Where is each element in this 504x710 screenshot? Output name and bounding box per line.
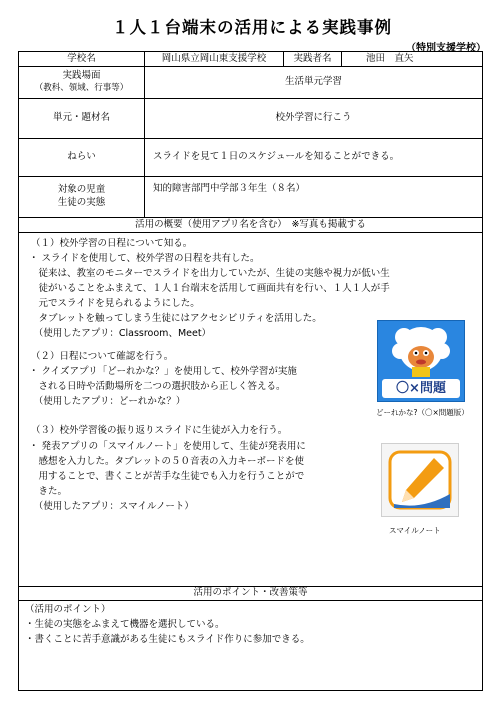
overview-header-row (19, 218, 482, 233)
page-subtitle: （特別支援学校） (406, 43, 486, 54)
overview-line: ・ 発表アプリの「スマイルノート」を使用して、生徒が発表用に (29, 441, 306, 452)
school-label: 学校名 (19, 52, 145, 66)
overview-line: （使用したアプリ：Classroom、Meet） (29, 328, 212, 339)
points-header-row (19, 587, 482, 601)
quiz-app-caption: どーれかな?（〇×問題版） (376, 408, 469, 417)
scene-sublabel: （教科、領域、行事等） (34, 83, 129, 94)
overview-line: タブレットを触ってしまう生徒にはアクセシビリティを活用した。 (29, 313, 322, 324)
overview-line: （１）校外学習の日程について知る。 (31, 238, 193, 249)
overview-line: （３）校外学習後の振り返りスライドに生徒が入力を行う。 (31, 425, 288, 436)
teacher-label: 実践者名 (284, 52, 342, 66)
overview-line: （使用したアプリ：どーれかな？） (29, 396, 186, 407)
target-label-2: 生徒の実態 (57, 197, 106, 208)
target-label-1: 対象の児童 (57, 184, 106, 196)
overview-header: 活用の概要（使用アプリ名を含む） ※写真も掲載する (135, 218, 366, 230)
target-value: 知的障害部門中学部３年生（８名） (153, 183, 306, 194)
scene-value: 生活単元学習 (284, 76, 342, 88)
aim-row (19, 139, 482, 177)
smile-note-app-icon (381, 443, 459, 517)
unit-row (19, 99, 482, 139)
overview-line: 元でスライドを見られるようにした。 (29, 298, 200, 309)
points-line: （活用のポイント） (25, 604, 111, 615)
smile-note-caption: スマイルノート (389, 526, 441, 535)
quiz-app-icon (377, 320, 465, 402)
quiz-badge: 〇×問題 (396, 381, 446, 396)
teacher-value: 池田 直矢 (366, 52, 414, 64)
header-row (19, 52, 482, 67)
school-value: 岡山県立岡山東支援学校 (145, 52, 284, 66)
scene-label-cell (19, 67, 145, 98)
overview-line: ・ スライドを使用して、校外学習の日程を共有した。 (29, 253, 260, 264)
unit-value: 校外学習に行こう (275, 112, 352, 124)
target-row (19, 177, 482, 218)
overview-body (19, 233, 482, 587)
points-header: 活用のポイント・改善策等 (193, 587, 308, 599)
scene-row (19, 67, 482, 99)
target-label-cell (19, 177, 145, 217)
scene-label: 実践場面 (62, 70, 101, 82)
pencil-icon (382, 444, 458, 516)
points-line: ・書くことに苦手意識がある生徒にもスライド作りに参加できる。 (25, 634, 310, 645)
overview-line: （２）日程について確認を行う。 (31, 351, 174, 362)
points-body (19, 601, 482, 690)
overview-line: ・ クイズアプリ「どーれかな？」を使用して、校外学習が実施 (29, 366, 297, 377)
points-line: ・生徒の実態をふまえて機器を選択している。 (25, 619, 225, 630)
overview-line: （使用したアプリ：スマイルノート） (29, 501, 194, 512)
page-title: １人１台端末の活用による実践事例 (112, 18, 392, 37)
aim-label: ねらい (19, 139, 145, 176)
overview-line: 用することで、書くことが苦手な生徒でも入力を行うことがで (29, 471, 305, 482)
aim-value: スライドを見て１日のスケジュールを知ることができる。 (153, 151, 400, 163)
unit-label: 単元・題材名 (19, 99, 145, 138)
overview-line: 従来は、教室のモニターでスライドを出力していたが、生徒の実態や視力が低い生 (29, 268, 390, 279)
practice-form (18, 51, 483, 691)
overview-line: きた。 (29, 486, 68, 497)
overview-line: 感想を入力した。タブレットの５０音表の入力キーボードを使 (29, 456, 305, 467)
overview-line: 徒がいることをふまえて、１人１台端末を活用して画面共有を行い、１人１人が手 (29, 283, 390, 294)
overview-line: される日時や活動場所を二つの選択肢から正しく答える。 (29, 381, 286, 392)
